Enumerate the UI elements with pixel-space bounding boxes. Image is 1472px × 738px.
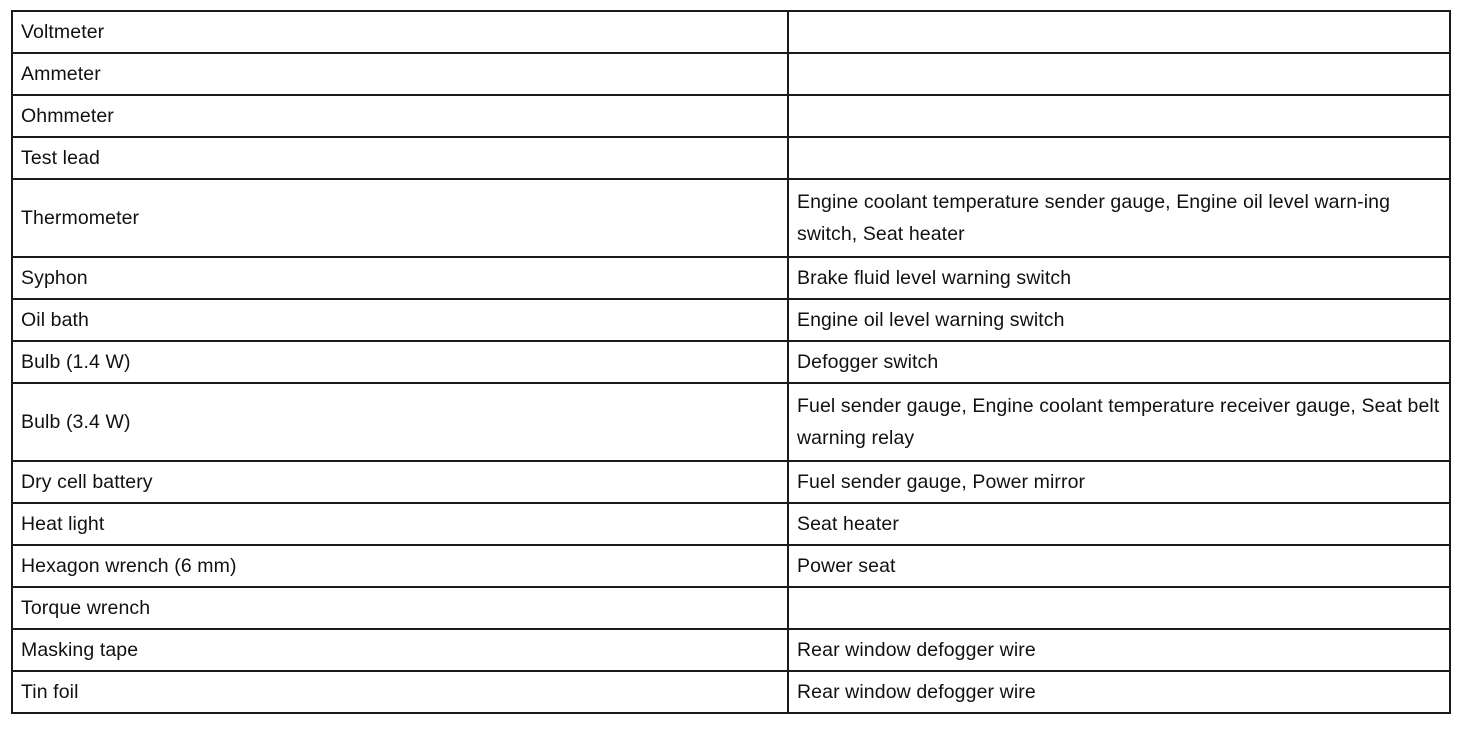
table-row — [12, 11, 1450, 53]
use-cell: Power seat — [788, 545, 1450, 587]
use-cell: Fuel sender gauge, Engine coolant temperature receiver gauge, Seat belt warning relay — [788, 383, 1450, 461]
tool-cell: Voltmeter — [12, 11, 788, 53]
table-row — [12, 299, 1450, 341]
tool-cell: Test lead — [12, 137, 788, 179]
tool-cell: Ohmmeter — [12, 95, 788, 137]
use-cell: Engine coolant temperature sender gauge, Engine oil level warn-ing switch, Seat heater — [788, 179, 1450, 257]
tool-cell: Heat light — [12, 503, 788, 545]
tool-cell: Syphon — [12, 257, 788, 299]
table-row — [12, 53, 1450, 95]
table-row — [12, 587, 1450, 629]
table-row — [12, 671, 1450, 713]
tool-cell: Torque wrench — [12, 587, 788, 629]
use-cell: Fuel sender gauge, Power mirror — [788, 461, 1450, 503]
tool-cell: Dry cell battery — [12, 461, 788, 503]
table-row — [12, 95, 1450, 137]
use-cell — [788, 587, 1450, 629]
tool-cell: Ammeter — [12, 53, 788, 95]
use-cell — [788, 95, 1450, 137]
table-row — [12, 503, 1450, 545]
tool-cell: Masking tape — [12, 629, 788, 671]
use-cell: Rear window defogger wire — [788, 629, 1450, 671]
use-cell: Brake fluid level warning switch — [788, 257, 1450, 299]
table-row — [12, 545, 1450, 587]
tool-cell: Thermometer — [12, 179, 788, 257]
tool-cell: Bulb (1.4 W) — [12, 341, 788, 383]
table-row — [12, 629, 1450, 671]
tool-cell: Oil bath — [12, 299, 788, 341]
use-cell — [788, 11, 1450, 53]
tool-cell: Tin foil — [12, 671, 788, 713]
table-row — [12, 341, 1450, 383]
use-cell — [788, 53, 1450, 95]
use-cell: Rear window defogger wire — [788, 671, 1450, 713]
table-row — [12, 137, 1450, 179]
use-cell — [788, 137, 1450, 179]
tool-cell: Hexagon wrench (6 mm) — [12, 545, 788, 587]
use-cell: Engine oil level warning switch — [788, 299, 1450, 341]
table-row — [12, 257, 1450, 299]
tools-table — [11, 10, 1451, 714]
use-cell: Seat heater — [788, 503, 1450, 545]
table-row — [12, 461, 1450, 503]
use-cell: Defogger switch — [788, 341, 1450, 383]
tool-cell: Bulb (3.4 W) — [12, 383, 788, 461]
table-row — [12, 179, 1450, 257]
table-row — [12, 383, 1450, 461]
